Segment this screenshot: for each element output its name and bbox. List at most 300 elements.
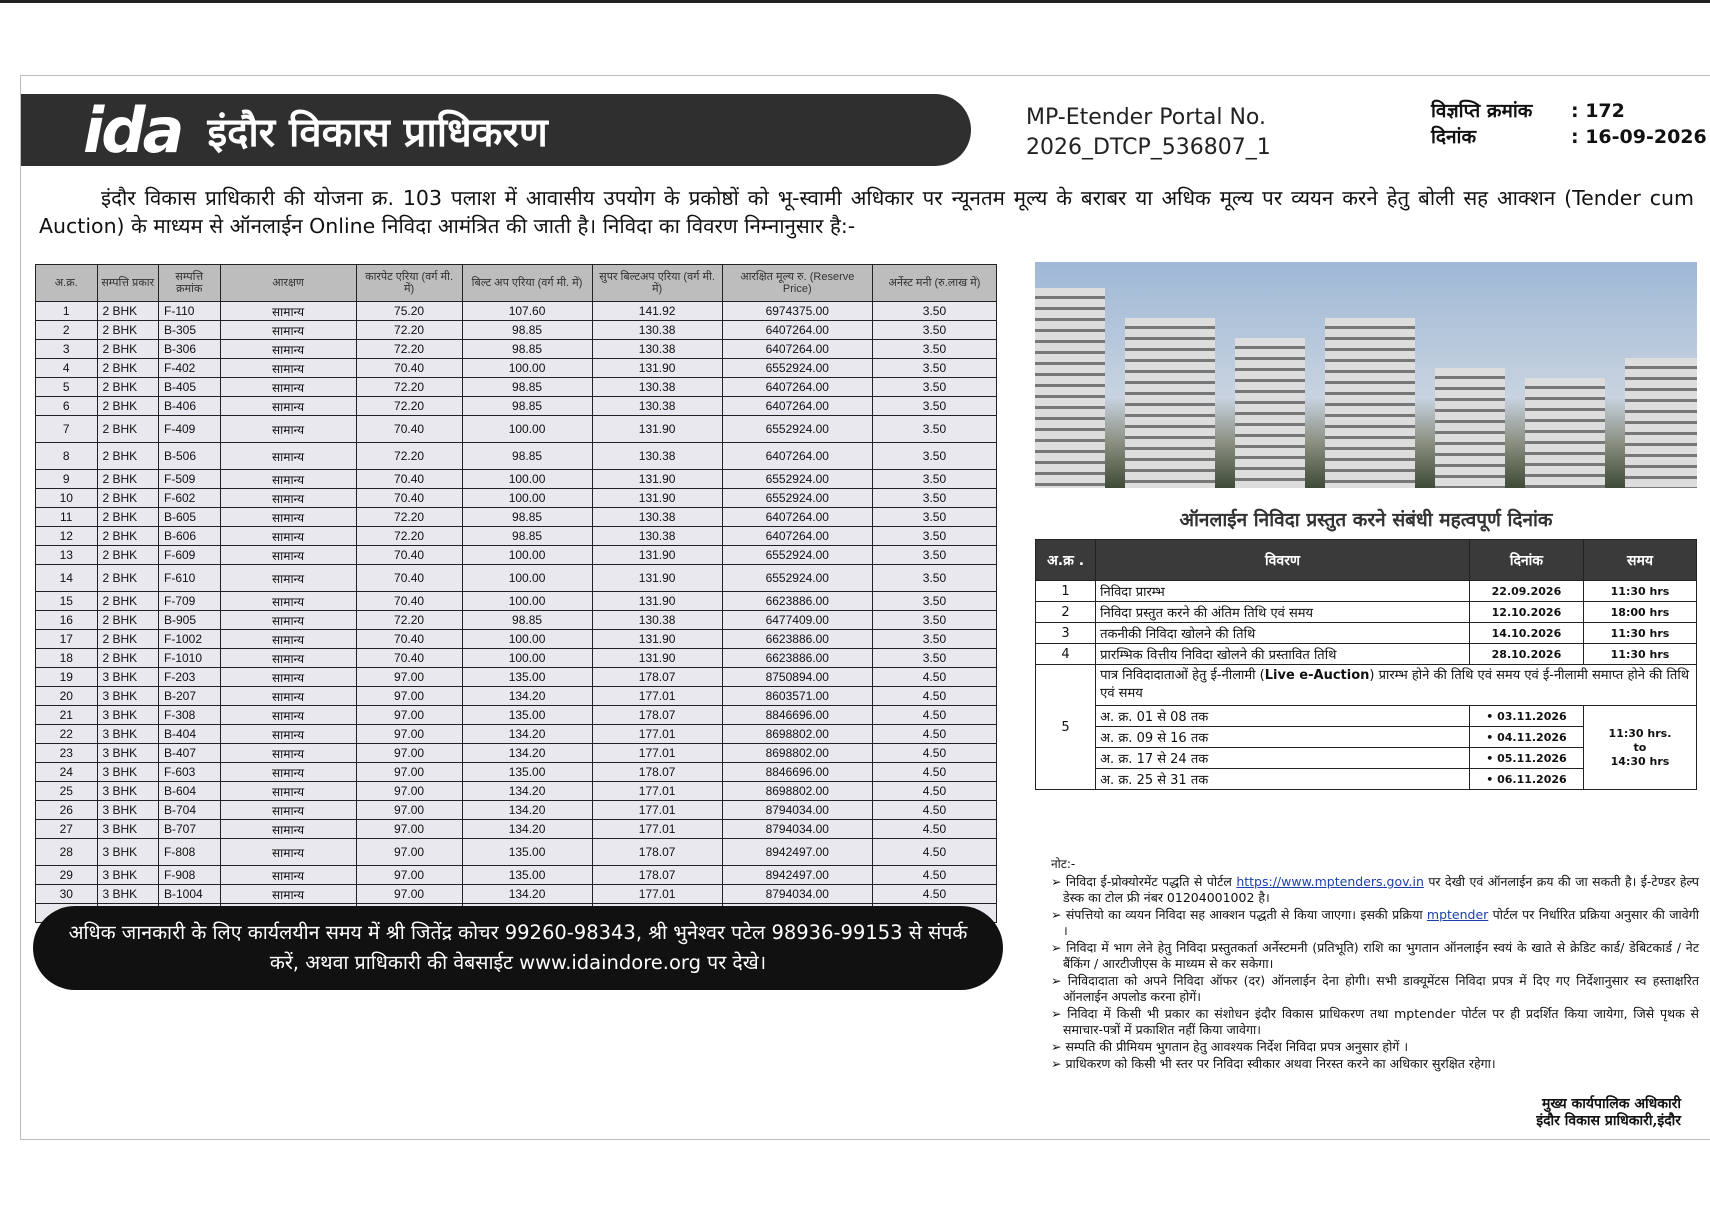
dates-title: ऑनलाईन निविदा प्रस्तुत करने संबंधी महत्वपूर्ण दिनांक (1179, 509, 1553, 531)
auction-slot-date: • 06.11.2026 (1469, 769, 1583, 790)
cell-super: 178.07 (592, 839, 722, 866)
cell-carpet: 72.20 (356, 397, 462, 416)
signature-line-2: इंदौर विकास प्राधिकारी,इंदौर (1536, 1113, 1681, 1129)
cell-carpet: 97.00 (356, 668, 462, 687)
cell-type: 3 BHK (97, 668, 159, 687)
cell-sn: 29 (36, 866, 98, 885)
cell-emd: 3.50 (872, 508, 996, 527)
auction-sn: 5 (1036, 665, 1096, 790)
cell-reservation: सामान्य (220, 508, 356, 527)
cell-reservation: सामान्य (220, 302, 356, 321)
auction-slot-range: अ. क्र. 09 से 16 तक (1096, 727, 1470, 748)
cell-type: 3 BHK (97, 866, 159, 885)
cell-built: 135.00 (462, 763, 592, 782)
cell-built: 100.00 (462, 546, 592, 565)
table-row (36, 611, 997, 630)
cell-super: 131.90 (592, 489, 722, 508)
cell-super: 131.90 (592, 416, 722, 443)
cell-reservation: सामान्य (220, 359, 356, 378)
note-item (1051, 874, 1699, 906)
col-super: सुपर बिल्टअप एरिया (वर्ग मी. में) (592, 265, 722, 302)
dates-desc: प्रारम्भिक वित्तीय निविदा खोलने की प्रस्तावित तिथि (1096, 644, 1470, 665)
cell-unit: F-602 (159, 489, 221, 508)
cell-type: 2 BHK (97, 630, 159, 649)
table-row (36, 630, 997, 649)
col-unit: सम्पत्ति क्रमांक (159, 265, 221, 302)
cell-price: 8794034.00 (722, 801, 872, 820)
cell-super: 177.01 (592, 782, 722, 801)
cell-price: 6407264.00 (722, 443, 872, 470)
cell-reservation: सामान्य (220, 546, 356, 565)
cell-emd: 3.50 (872, 302, 996, 321)
dates-sn: 3 (1036, 623, 1096, 644)
cell-reservation: सामान्य (220, 611, 356, 630)
cell-emd: 4.50 (872, 866, 996, 885)
col-price: आरक्षित मूल्य रु. (Reserve Price) (722, 265, 872, 302)
cell-price: 8794034.00 (722, 820, 872, 839)
cell-type: 2 BHK (97, 359, 159, 378)
cell-built: 98.85 (462, 321, 592, 340)
cell-reservation: सामान्य (220, 782, 356, 801)
cell-emd: 3.50 (872, 592, 996, 611)
dates-sn: 2 (1036, 602, 1096, 623)
cell-carpet: 97.00 (356, 687, 462, 706)
cell-unit: F-603 (159, 763, 221, 782)
cell-reservation: सामान्य (220, 443, 356, 470)
building-block (1435, 368, 1505, 488)
cell-emd: 3.50 (872, 321, 996, 340)
cell-reservation: सामान्य (220, 527, 356, 546)
table-row (36, 885, 997, 904)
building-block (1625, 358, 1697, 488)
cell-price: 6477409.00 (722, 611, 872, 630)
cell-emd: 3.50 (872, 359, 996, 378)
table-row (36, 763, 997, 782)
cell-type: 2 BHK (97, 546, 159, 565)
auction-slot-range: अ. क्र. 25 से 31 तक (1096, 769, 1470, 790)
col-carpet: कारपेट एरिया (वर्ग मी. में) (356, 265, 462, 302)
dates-time: 11:30 hrs (1583, 581, 1696, 602)
cell-carpet: 70.40 (356, 470, 462, 489)
table-row (36, 340, 997, 359)
cell-unit: F-509 (159, 470, 221, 489)
cell-type: 2 BHK (97, 470, 159, 489)
cell-emd: 3.50 (872, 470, 996, 489)
cell-type: 2 BHK (97, 527, 159, 546)
building-block (1125, 318, 1215, 488)
cell-built: 98.85 (462, 443, 592, 470)
cell-emd: 3.50 (872, 340, 996, 359)
signature-line-1: मुख्य कार्यपालिक अधिकारी (1541, 1096, 1681, 1112)
cell-price: 6623886.00 (722, 592, 872, 611)
cell-reservation: सामान्य (220, 668, 356, 687)
cell-sn: 2 (36, 321, 98, 340)
table-row (36, 744, 997, 763)
cell-reservation: सामान्य (220, 397, 356, 416)
cell-super: 177.01 (592, 801, 722, 820)
tender-notice (20, 75, 1710, 1140)
cell-price: 6552924.00 (722, 565, 872, 592)
cell-carpet: 70.40 (356, 565, 462, 592)
cell-reservation: सामान्य (220, 489, 356, 508)
cell-sn: 28 (36, 839, 98, 866)
cell-super: 178.07 (592, 706, 722, 725)
cell-unit: B-207 (159, 687, 221, 706)
cell-emd: 3.50 (872, 565, 996, 592)
auction-time-3: 14:30 hrs (1610, 754, 1670, 768)
cell-reservation: सामान्य (220, 801, 356, 820)
cell-price: 6407264.00 (722, 527, 872, 546)
col-built: बिल्ट अप एरिया (वर्ग मी. में) (462, 265, 592, 302)
cell-built: 98.85 (462, 611, 592, 630)
cell-carpet: 97.00 (356, 885, 462, 904)
dates-row (1036, 602, 1697, 623)
dates-row (1036, 581, 1697, 602)
cell-price: 6552924.00 (722, 470, 872, 489)
cell-reservation: सामान्य (220, 706, 356, 725)
dates-desc: तकनीकी निविदा खोलने की तिथि (1096, 623, 1470, 644)
note-text: पर देखी एवं ऑनलाईन क्रय की जा सकती है। ई-टेण्डर हेल्प डेस्क का टोल फ्री नंबर 01204001002 है। (1063, 874, 1699, 905)
cell-unit: B-606 (159, 527, 221, 546)
cell-unit: F-308 (159, 706, 221, 725)
cell-built: 134.20 (462, 782, 592, 801)
cell-type: 2 BHK (97, 508, 159, 527)
dates-time: 11:30 hrs (1583, 644, 1696, 665)
mptenders-link[interactable]: https://www.mptenders.gov.in (1236, 874, 1424, 889)
property-table (35, 264, 997, 923)
cell-built: 134.20 (462, 725, 592, 744)
table-row (36, 546, 997, 565)
cell-emd: 3.50 (872, 378, 996, 397)
cell-emd: 4.50 (872, 744, 996, 763)
cell-unit: B-306 (159, 340, 221, 359)
cell-reservation: सामान्य (220, 470, 356, 489)
cell-emd: 4.50 (872, 801, 996, 820)
dates-sn: 1 (1036, 581, 1096, 602)
cell-super: 178.07 (592, 763, 722, 782)
cell-reservation: सामान्य (220, 687, 356, 706)
cell-unit: B-707 (159, 820, 221, 839)
cell-reservation: सामान्य (220, 416, 356, 443)
table-row (36, 725, 997, 744)
cell-sn: 11 (36, 508, 98, 527)
cell-price: 6407264.00 (722, 378, 872, 397)
cell-sn: 15 (36, 592, 98, 611)
cell-super: 177.01 (592, 725, 722, 744)
cell-super: 130.38 (592, 340, 722, 359)
cell-built: 135.00 (462, 839, 592, 866)
cell-reservation: सामान्य (220, 340, 356, 359)
cell-sn: 24 (36, 763, 98, 782)
cell-unit: B-605 (159, 508, 221, 527)
cell-type: 2 BHK (97, 416, 159, 443)
table-row (36, 866, 997, 885)
auction-slot-date: • 03.11.2026 (1469, 706, 1583, 727)
cell-carpet: 70.40 (356, 630, 462, 649)
note-item (1051, 907, 1699, 939)
cell-unit: B-407 (159, 744, 221, 763)
cell-emd: 4.50 (872, 839, 996, 866)
cell-emd: 4.50 (872, 820, 996, 839)
cell-built: 135.00 (462, 706, 592, 725)
cell-reservation: सामान्य (220, 866, 356, 885)
building-block (1525, 378, 1605, 488)
cell-sn: 21 (36, 706, 98, 725)
dates-date: 28.10.2026 (1469, 644, 1583, 665)
cell-unit: F-203 (159, 668, 221, 687)
table-row (36, 489, 997, 508)
cell-unit: F-1010 (159, 649, 221, 668)
cell-unit: F-609 (159, 546, 221, 565)
cell-super: 130.38 (592, 443, 722, 470)
note-text: ➢ निविदा ई-प्रोक्योरमेंट पद्धति से पोर्टल (1051, 874, 1237, 889)
notes-section (1051, 856, 1699, 1073)
table-row (36, 565, 997, 592)
col-type: सम्पत्ति प्रकार (97, 265, 159, 302)
cell-emd: 3.50 (872, 630, 996, 649)
note-text: पोर्टल पर निर्धारित प्रक्रिया अनुसार की जावेगी । (1063, 907, 1700, 938)
cell-built: 98.85 (462, 508, 592, 527)
dates-col-desc: विवरण (1096, 540, 1470, 581)
cell-sn: 30 (36, 885, 98, 904)
notice-value: : 172 (1571, 100, 1625, 122)
cell-super: 130.38 (592, 397, 722, 416)
table-row (36, 321, 997, 340)
table-row (36, 527, 997, 546)
cell-super: 130.38 (592, 508, 722, 527)
cell-price: 8846696.00 (722, 706, 872, 725)
cell-sn: 4 (36, 359, 98, 378)
cell-emd: 4.50 (872, 885, 996, 904)
cell-built: 98.85 (462, 340, 592, 359)
cell-type: 2 BHK (97, 611, 159, 630)
contact-banner (33, 906, 1003, 990)
cell-built: 100.00 (462, 592, 592, 611)
cell-built: 98.85 (462, 378, 592, 397)
cell-type: 3 BHK (97, 744, 159, 763)
cell-emd: 4.50 (872, 725, 996, 744)
cell-type: 2 BHK (97, 340, 159, 359)
dates-time: 11:30 hrs (1583, 623, 1696, 644)
cell-built: 135.00 (462, 866, 592, 885)
header-banner (21, 94, 971, 166)
cell-built: 134.20 (462, 687, 592, 706)
cell-super: 131.90 (592, 649, 722, 668)
note-item: ➢ निविदा में किसी भी प्रकार का संशोधन इंदौर विकास प्राधिकरण तथा mptender पोर्टल पर ही प्रदर्शित किया जायेगा, जिसे पृथक से समाचार-पत्रों में प्रकाशित नहीं किया जावेगा। (1051, 1006, 1699, 1037)
auction-desc-a: पात्र निविदादाताओं हेतु ई-नीलामी ( (1100, 668, 1265, 683)
cell-super: 177.01 (592, 744, 722, 763)
col-emd: अर्नेस्ट मनी (रु.लाख में) (872, 265, 996, 302)
cell-type: 3 BHK (97, 820, 159, 839)
note-item: ➢ निविदादाता को अपने निविदा ऑफर (दर) ऑनलाईन देना होगी। सभी डाक्यूमेंटस निविदा प्रपत्र में दिए गए निर्देशानुसार स्व हस्ताक्षरित ऑनलाईन अपलोड करना होगें। (1051, 973, 1699, 1004)
cell-super: 141.92 (592, 302, 722, 321)
cell-super: 131.90 (592, 470, 722, 489)
cell-built: 135.00 (462, 668, 592, 687)
table-row (36, 592, 997, 611)
cell-sn: 18 (36, 649, 98, 668)
cell-price: 6552924.00 (722, 489, 872, 508)
portal-line-1: MP-Etender Portal No. (1026, 105, 1266, 130)
cell-built: 134.20 (462, 820, 592, 839)
portal-number (1026, 103, 1271, 163)
cell-emd: 3.50 (872, 546, 996, 565)
cell-type: 2 BHK (97, 302, 159, 321)
dates-table (1035, 539, 1697, 790)
cell-price: 8750894.00 (722, 668, 872, 687)
auction-desc-b: Live e-Auction (1264, 668, 1370, 683)
cell-carpet: 70.40 (356, 592, 462, 611)
cell-sn: 3 (36, 340, 98, 359)
cell-price: 8794034.00 (722, 885, 872, 904)
cell-carpet: 97.00 (356, 725, 462, 744)
cell-type: 2 BHK (97, 443, 159, 470)
table-row (36, 649, 997, 668)
note-item: ➢ प्राधिकरण को किसी भी स्तर पर निविदा स्वीकार अथवा निरस्त करने का अधिकार सुरक्षित रहेगा। (1051, 1056, 1496, 1071)
cell-carpet: 72.20 (356, 378, 462, 397)
cell-price: 6623886.00 (722, 630, 872, 649)
cell-sn: 6 (36, 397, 98, 416)
cell-carpet: 97.00 (356, 763, 462, 782)
table-row (36, 443, 997, 470)
cell-sn: 8 (36, 443, 98, 470)
cell-built: 98.85 (462, 527, 592, 546)
cell-built: 134.20 (462, 744, 592, 763)
cell-carpet: 72.20 (356, 527, 462, 546)
table-row (36, 378, 997, 397)
cell-sn: 10 (36, 489, 98, 508)
cell-super: 130.38 (592, 378, 722, 397)
cell-reservation: सामान्य (220, 649, 356, 668)
cell-carpet: 72.20 (356, 443, 462, 470)
building-block (1035, 288, 1105, 488)
cell-unit: F-110 (159, 302, 221, 321)
dates-time: 18:00 hrs (1583, 602, 1696, 623)
table-row (36, 397, 997, 416)
cell-carpet: 97.00 (356, 744, 462, 763)
cell-price: 8942497.00 (722, 866, 872, 885)
cell-price: 6552924.00 (722, 416, 872, 443)
cell-built: 134.20 (462, 885, 592, 904)
cell-emd: 3.50 (872, 397, 996, 416)
cell-sn: 12 (36, 527, 98, 546)
cell-type: 3 BHK (97, 839, 159, 866)
cell-carpet: 72.20 (356, 508, 462, 527)
cell-super: 131.90 (592, 565, 722, 592)
cell-unit: B-905 (159, 611, 221, 630)
cell-price: 8698802.00 (722, 782, 872, 801)
dates-col-time: समय (1583, 540, 1696, 581)
cell-built: 100.00 (462, 470, 592, 489)
cell-super: 177.01 (592, 820, 722, 839)
cell-reservation: सामान्य (220, 763, 356, 782)
cell-super: 131.90 (592, 630, 722, 649)
cell-price: 6407264.00 (722, 397, 872, 416)
cell-reservation: सामान्य (220, 820, 356, 839)
cell-type: 3 BHK (97, 687, 159, 706)
cell-super: 178.07 (592, 668, 722, 687)
cell-carpet: 70.40 (356, 546, 462, 565)
cell-built: 100.00 (462, 649, 592, 668)
cell-built: 100.00 (462, 565, 592, 592)
cell-unit: F-409 (159, 416, 221, 443)
cell-sn: 27 (36, 820, 98, 839)
cell-sn: 25 (36, 782, 98, 801)
dates-desc: निविदा प्रस्तुत करने की अंतिम तिथि एवं समय (1096, 602, 1470, 623)
col-reservation: आरक्षण (220, 265, 356, 302)
note-item: ➢ निविदा में भाग लेने हेतु निविदा प्रस्तुतकर्ता अर्नेस्टमनी (प्रतिभूति) राशि का भुगतान ऑनलाईन स्वयं के खाते से क्रेडिट कार्ड/ डेबिटकार्ड / नेट बैंकिंग / आरटीजीएस के माध्यम से कर सकेगा। (1051, 940, 1699, 971)
dates-col-date: दिनांक (1469, 540, 1583, 581)
cell-built: 107.60 (462, 302, 592, 321)
cell-carpet: 72.20 (356, 340, 462, 359)
signature-block (1371, 1096, 1681, 1130)
org-name: इंदौर विकास प्राधिकरण (207, 108, 548, 156)
cell-price: 6407264.00 (722, 340, 872, 359)
dates-row (1036, 623, 1697, 644)
cell-sn: 20 (36, 687, 98, 706)
cell-super: 177.01 (592, 885, 722, 904)
cell-super: 131.90 (592, 359, 722, 378)
property-table-body (36, 302, 997, 923)
cell-sn: 19 (36, 668, 98, 687)
cell-emd: 3.50 (872, 416, 996, 443)
notes-label: नोट:- (1051, 857, 1076, 871)
cell-price: 8942497.00 (722, 839, 872, 866)
cell-unit: F-402 (159, 359, 221, 378)
cell-sn: 23 (36, 744, 98, 763)
cell-carpet: 97.00 (356, 820, 462, 839)
cell-price: 6623886.00 (722, 649, 872, 668)
cell-carpet: 70.40 (356, 416, 462, 443)
dates-sn: 4 (1036, 644, 1096, 665)
cell-super: 130.38 (592, 611, 722, 630)
table-row (36, 801, 997, 820)
intro-paragraph: इंदौर विकास प्राधिकारी की योजना क्र. 103 पलाश में आवासीय उपयोग के प्रकोष्ठों को भू-स्वामी अधिकार पर न्यूनतम मूल्य के बराबर या अधिक मूल्य पर व्ययन करने हेतु बोली सह आक्शन (Tender cum Auction) के माध्यम से ऑनलाईन Online निविदा आमंत्रित की जाती है। निविदा का विवरण निम्नानुसार है:- (39, 186, 1694, 238)
cell-emd: 4.50 (872, 763, 996, 782)
cell-unit: B-404 (159, 725, 221, 744)
cell-sn: 17 (36, 630, 98, 649)
table-row (36, 839, 997, 866)
building-block (1235, 338, 1305, 488)
cell-super: 131.90 (592, 592, 722, 611)
cell-type: 2 BHK (97, 592, 159, 611)
cell-emd: 4.50 (872, 687, 996, 706)
cell-price: 6407264.00 (722, 321, 872, 340)
ida-logo: ida (83, 93, 182, 167)
notice-info (1431, 98, 1707, 150)
cell-carpet: 97.00 (356, 801, 462, 820)
auction-desc-c: ) प्रारम्भ होने की तिथि एवं समय एवं ई-नीलामी समाप्त होने की तिथि एवं समय (1100, 668, 1690, 701)
mptender-link[interactable]: mptender (1426, 907, 1489, 922)
cell-carpet: 70.40 (356, 649, 462, 668)
cell-sn: 13 (36, 546, 98, 565)
cell-sn: 26 (36, 801, 98, 820)
cell-unit: F-808 (159, 839, 221, 866)
cell-sn: 16 (36, 611, 98, 630)
cell-reservation: सामान्य (220, 839, 356, 866)
auction-slot-range: अ. क्र. 01 से 08 तक (1096, 706, 1470, 727)
cell-unit: F-1002 (159, 630, 221, 649)
cell-emd: 4.50 (872, 668, 996, 687)
cell-type: 2 BHK (97, 489, 159, 508)
cell-reservation: सामान्य (220, 565, 356, 592)
portal-line-2: 2026_DTCP_536807_1 (1026, 135, 1271, 160)
cell-unit: B-406 (159, 397, 221, 416)
cell-carpet: 72.20 (356, 321, 462, 340)
table-row (36, 359, 997, 378)
table-row (36, 687, 997, 706)
cell-price: 6407264.00 (722, 508, 872, 527)
cell-emd: 3.50 (872, 611, 996, 630)
